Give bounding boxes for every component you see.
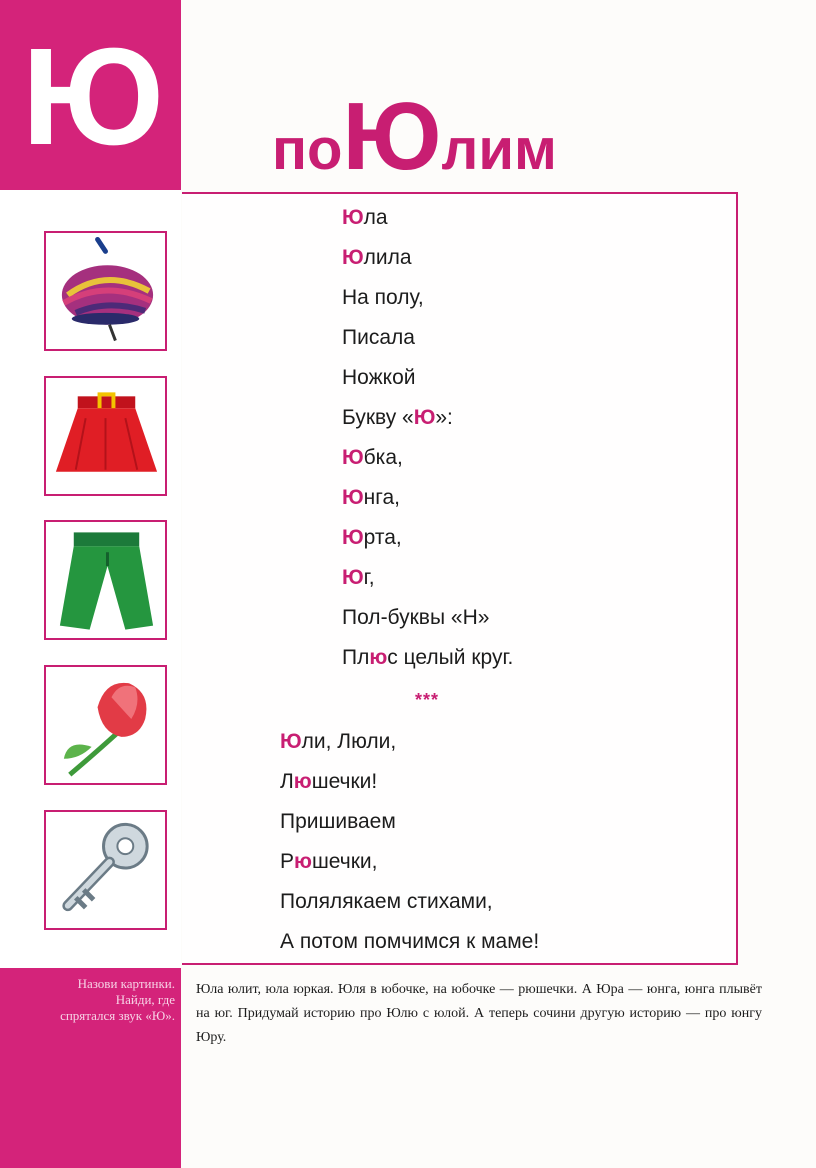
- poem-line: Юг,: [342, 566, 375, 589]
- picture-card-spinning-top: [44, 231, 167, 351]
- poem-line: Юрта,: [342, 526, 402, 549]
- picture-card-key: [44, 810, 167, 930]
- page-title: [272, 83, 557, 195]
- poem-line: Пришиваем: [280, 810, 396, 833]
- big-letter: Ю: [21, 20, 165, 174]
- skirt-icon: [46, 378, 165, 494]
- verse-1: [342, 198, 513, 678]
- poem-line: Букву «Ю»:: [342, 406, 453, 429]
- poem-line: Полялякаем стихами,: [280, 890, 493, 913]
- poem-line: Юнга,: [342, 486, 400, 509]
- letter-panel: [0, 0, 181, 190]
- poem-line: Юбка,: [342, 446, 403, 469]
- poem-line: А потом помчимся к маме!: [280, 930, 540, 953]
- poem-line: Пол-буквы «Н»: [342, 606, 490, 629]
- spinning-top-icon: [46, 233, 165, 349]
- trousers-icon: [46, 522, 165, 638]
- title-prefix: по: [272, 117, 343, 182]
- story-text: Юла юлит, юла юркая. Юля в юбочке, на юбочке — рюшечки. А Юра — юнга, юнга плывёт на юг. Придумай историю про Юлю с юлой. А теперь сочини другую историю — про юнгу Юру.: [196, 982, 762, 1045]
- title-letter: Ю: [342, 83, 442, 190]
- picture-card-skirt: [44, 376, 167, 496]
- poem-line: Юлила: [342, 246, 412, 269]
- tulip-icon: [46, 667, 165, 783]
- poem-line: Плюс целый круг.: [342, 646, 514, 669]
- poem-line: Писала: [342, 326, 415, 349]
- picture-card-tulip: [44, 665, 167, 785]
- poem-line: Юла: [342, 206, 388, 229]
- verse-separator: ***: [415, 690, 440, 710]
- key-icon: [46, 812, 165, 928]
- side-instruction: Назови картинки. Найди, где спрятался звук «Ю».: [60, 976, 175, 1023]
- title-suffix: лим: [441, 117, 557, 182]
- poem-line: Люшечки!: [280, 770, 378, 793]
- poem-line: Рюшечки,: [280, 850, 378, 873]
- poem-line: Ножкой: [342, 366, 416, 389]
- picture-card-trousers: [44, 520, 167, 640]
- poem-line: На полу,: [342, 286, 424, 309]
- verse-2: [280, 722, 539, 962]
- poem-line: Юли, Люли,: [280, 730, 397, 753]
